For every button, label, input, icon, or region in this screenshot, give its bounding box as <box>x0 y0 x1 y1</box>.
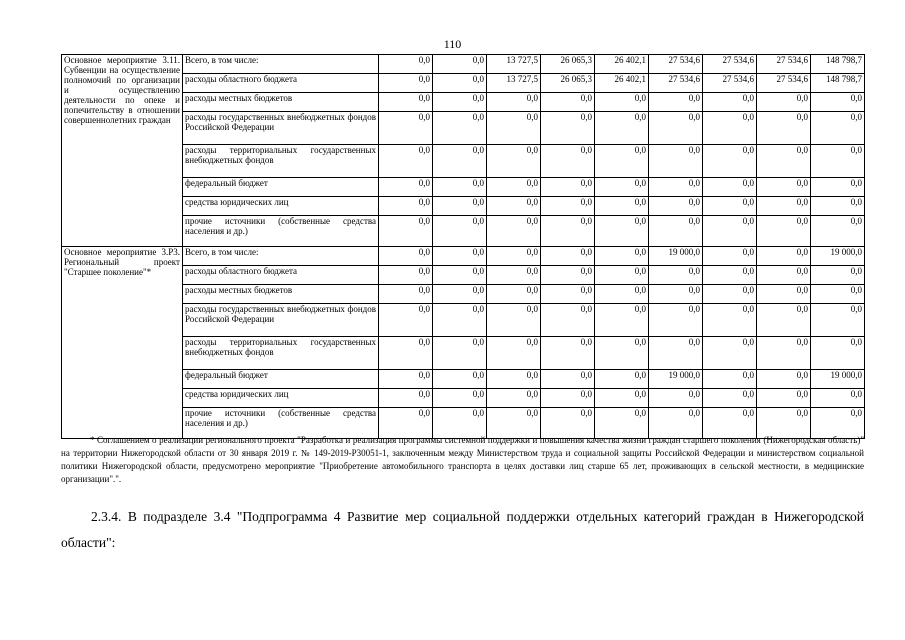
value-cell: 0,0 <box>703 285 757 304</box>
value-cell: 0,0 <box>433 337 487 370</box>
value-cell: 0,0 <box>487 112 541 145</box>
value-cell: 0,0 <box>595 337 649 370</box>
value-cell: 0,0 <box>649 285 703 304</box>
value-cell: 0,0 <box>757 145 811 178</box>
value-cell: 0,0 <box>487 93 541 112</box>
value-cell: 0,0 <box>379 74 433 93</box>
value-cell: 0,0 <box>703 93 757 112</box>
value-cell: 0,0 <box>757 112 811 145</box>
value-cell: 0,0 <box>433 266 487 285</box>
value-cell: 0,0 <box>433 389 487 408</box>
value-cell: 0,0 <box>541 285 595 304</box>
value-cell: 0,0 <box>703 389 757 408</box>
value-cell: 0,0 <box>487 408 541 439</box>
value-cell: 0,0 <box>757 247 811 266</box>
value-cell: 0,0 <box>541 216 595 247</box>
value-cell: 0,0 <box>487 178 541 197</box>
value-cell: 0,0 <box>541 370 595 389</box>
value-cell: 0,0 <box>487 285 541 304</box>
value-cell: 0,0 <box>757 370 811 389</box>
table-row <box>62 266 865 285</box>
value-cell: 0,0 <box>379 247 433 266</box>
value-cell: 0,0 <box>595 408 649 439</box>
value-cell: 0,0 <box>757 93 811 112</box>
financing-table <box>61 54 865 439</box>
value-cell: 0,0 <box>703 145 757 178</box>
funding-source-cell: расходы территориальных государственных внебюджетных фондов <box>183 337 379 370</box>
table-row <box>62 55 865 74</box>
value-cell: 0,0 <box>811 178 865 197</box>
table-row <box>62 337 865 370</box>
value-cell: 0,0 <box>379 216 433 247</box>
value-cell: 13 727,5 <box>487 55 541 74</box>
value-cell: 0,0 <box>703 408 757 439</box>
value-cell: 0,0 <box>595 266 649 285</box>
value-cell: 0,0 <box>757 337 811 370</box>
funding-source-cell: Всего, в том числе: <box>183 55 379 74</box>
value-cell: 0,0 <box>595 178 649 197</box>
value-cell: 0,0 <box>433 74 487 93</box>
value-cell: 0,0 <box>757 389 811 408</box>
value-cell: 0,0 <box>811 145 865 178</box>
value-cell: 0,0 <box>379 55 433 74</box>
value-cell: 0,0 <box>433 197 487 216</box>
value-cell: 19 000,0 <box>649 370 703 389</box>
value-cell: 0,0 <box>811 93 865 112</box>
value-cell: 0,0 <box>487 389 541 408</box>
value-cell: 0,0 <box>433 408 487 439</box>
measure-cell: Основное мероприятие 3.P3. Региональный проект "Старшее поколение"* <box>62 247 183 439</box>
table-row <box>62 145 865 178</box>
funding-source-cell: расходы местных бюджетов <box>183 93 379 112</box>
value-cell: 0,0 <box>811 408 865 439</box>
value-cell: 0,0 <box>487 304 541 337</box>
value-cell: 0,0 <box>595 216 649 247</box>
table-row <box>62 178 865 197</box>
value-cell: 0,0 <box>757 266 811 285</box>
funding-source-cell: расходы территориальных государственных внебюджетных фондов <box>183 145 379 178</box>
section-paragraph: 2.3.4. В подразделе 3.4 "Подпрограмма 4 Развитие мер социальной поддержки отдельных категорий граждан в Нижегородской области": <box>61 509 864 550</box>
table-row <box>62 197 865 216</box>
value-cell: 0,0 <box>541 145 595 178</box>
value-cell: 0,0 <box>433 247 487 266</box>
table-row <box>62 370 865 389</box>
value-cell: 0,0 <box>649 197 703 216</box>
value-cell: 26 402,1 <box>595 55 649 74</box>
value-cell: 0,0 <box>541 389 595 408</box>
table-row <box>62 304 865 337</box>
value-cell: 0,0 <box>757 408 811 439</box>
value-cell: 0,0 <box>379 408 433 439</box>
value-cell: 0,0 <box>649 304 703 337</box>
value-cell: 0,0 <box>649 337 703 370</box>
value-cell: 0,0 <box>595 304 649 337</box>
value-cell: 0,0 <box>811 112 865 145</box>
value-cell: 0,0 <box>379 370 433 389</box>
value-cell: 0,0 <box>595 370 649 389</box>
value-cell: 0,0 <box>703 266 757 285</box>
value-cell: 0,0 <box>649 178 703 197</box>
value-cell: 0,0 <box>379 112 433 145</box>
value-cell: 0,0 <box>541 304 595 337</box>
value-cell: 0,0 <box>541 93 595 112</box>
value-cell: 27 534,6 <box>703 55 757 74</box>
value-cell: 0,0 <box>811 266 865 285</box>
value-cell: 0,0 <box>649 389 703 408</box>
footnote: * Соглашением о реализации регионального проекта "Разработка и реализация программы системной поддержки и повышения качества жизни граждан старшего поколения (Нижегородская область)" на территории Нижегородской области от 30 января 2019 г. № 149-2019-P30051-1, заключенным между Министерством труда и социальной защиты Российской Федерации и министерством социальной политики Нижегородской области, предусмотрено мероприятие "Приобретение автомобильного транспорта в целях доставки лиц старше 65 лет, проживающих в сельской местности, в медицинские организации".". <box>61 435 864 484</box>
table-row <box>62 285 865 304</box>
value-cell: 0,0 <box>379 197 433 216</box>
value-cell: 0,0 <box>703 178 757 197</box>
value-cell: 0,0 <box>487 337 541 370</box>
page-number: 110 <box>443 37 462 51</box>
funding-source-cell: расходы областного бюджета <box>183 266 379 285</box>
funding-source-cell: расходы государственных внебюджетных фондов Российской Федерации <box>183 112 379 145</box>
value-cell: 0,0 <box>703 304 757 337</box>
value-cell: 0,0 <box>649 266 703 285</box>
value-cell: 0,0 <box>487 370 541 389</box>
value-cell: 0,0 <box>379 337 433 370</box>
value-cell: 0,0 <box>379 93 433 112</box>
value-cell: 0,0 <box>649 408 703 439</box>
value-cell: 27 534,6 <box>649 55 703 74</box>
value-cell: 0,0 <box>433 93 487 112</box>
value-cell: 0,0 <box>379 266 433 285</box>
value-cell: 0,0 <box>541 178 595 197</box>
value-cell: 0,0 <box>595 197 649 216</box>
value-cell: 0,0 <box>379 145 433 178</box>
value-cell: 0,0 <box>541 247 595 266</box>
value-cell: 0,0 <box>541 337 595 370</box>
value-cell: 0,0 <box>757 285 811 304</box>
measure-cell: Основное мероприятие 3.11. Субвенции на осуществление полномочий по организации и осуществлению деятельности по опеке и попечительству в отношении совершеннолетних граждан <box>62 55 183 247</box>
value-cell: 0,0 <box>379 285 433 304</box>
funding-source-cell: расходы государственных внебюджетных фондов Российской Федерации <box>183 304 379 337</box>
value-cell: 0,0 <box>433 370 487 389</box>
value-cell: 0,0 <box>379 178 433 197</box>
value-cell: 0,0 <box>433 178 487 197</box>
value-cell: 19 000,0 <box>811 247 865 266</box>
funding-source-cell: средства юридических лиц <box>183 197 379 216</box>
value-cell: 0,0 <box>649 216 703 247</box>
value-cell: 27 534,6 <box>757 55 811 74</box>
value-cell: 0,0 <box>703 370 757 389</box>
value-cell: 0,0 <box>811 389 865 408</box>
value-cell: 0,0 <box>757 304 811 337</box>
value-cell: 0,0 <box>379 389 433 408</box>
table-row <box>62 389 865 408</box>
value-cell: 27 534,6 <box>703 74 757 93</box>
value-cell: 0,0 <box>811 285 865 304</box>
value-cell: 0,0 <box>811 197 865 216</box>
value-cell: 148 798,7 <box>811 74 865 93</box>
value-cell: 0,0 <box>649 112 703 145</box>
funding-source-cell: средства юридических лиц <box>183 389 379 408</box>
value-cell: 0,0 <box>487 266 541 285</box>
value-cell: 0,0 <box>757 216 811 247</box>
value-cell: 0,0 <box>811 216 865 247</box>
value-cell: 0,0 <box>433 285 487 304</box>
value-cell: 0,0 <box>541 197 595 216</box>
value-cell: 19 000,0 <box>649 247 703 266</box>
value-cell: 26 402,1 <box>595 74 649 93</box>
value-cell: 0,0 <box>595 145 649 178</box>
value-cell: 0,0 <box>595 285 649 304</box>
value-cell: 0,0 <box>757 197 811 216</box>
value-cell: 0,0 <box>433 304 487 337</box>
value-cell: 19 000,0 <box>811 370 865 389</box>
value-cell: 0,0 <box>757 178 811 197</box>
funding-source-cell: расходы местных бюджетов <box>183 285 379 304</box>
value-cell: 0,0 <box>595 389 649 408</box>
value-cell: 0,0 <box>595 247 649 266</box>
table-row <box>62 247 865 266</box>
value-cell: 0,0 <box>703 337 757 370</box>
value-cell: 27 534,6 <box>649 74 703 93</box>
value-cell: 148 798,7 <box>811 55 865 74</box>
value-cell: 0,0 <box>541 408 595 439</box>
value-cell: 0,0 <box>433 112 487 145</box>
value-cell: 0,0 <box>811 304 865 337</box>
funding-source-cell: федеральный бюджет <box>183 178 379 197</box>
table-row <box>62 216 865 247</box>
value-cell: 0,0 <box>487 216 541 247</box>
value-cell: 0,0 <box>595 93 649 112</box>
value-cell: 26 065,3 <box>541 74 595 93</box>
value-cell: 0,0 <box>541 266 595 285</box>
value-cell: 0,0 <box>433 216 487 247</box>
funding-source-cell: прочие источники (собственные средства населения и др.) <box>183 408 379 439</box>
value-cell: 0,0 <box>811 337 865 370</box>
value-cell: 27 534,6 <box>757 74 811 93</box>
funding-source-cell: федеральный бюджет <box>183 370 379 389</box>
table-row <box>62 74 865 93</box>
value-cell: 13 727,5 <box>487 74 541 93</box>
value-cell: 0,0 <box>487 197 541 216</box>
value-cell: 0,0 <box>703 247 757 266</box>
funding-source-cell: прочие источники (собственные средства населения и др.) <box>183 216 379 247</box>
value-cell: 0,0 <box>433 145 487 178</box>
value-cell: 0,0 <box>703 197 757 216</box>
funding-source-cell: Всего, в том числе: <box>183 247 379 266</box>
value-cell: 0,0 <box>487 145 541 178</box>
value-cell: 0,0 <box>649 145 703 178</box>
value-cell: 0,0 <box>541 112 595 145</box>
value-cell: 0,0 <box>379 304 433 337</box>
value-cell: 0,0 <box>703 216 757 247</box>
value-cell: 0,0 <box>703 112 757 145</box>
value-cell: 0,0 <box>487 247 541 266</box>
table-row <box>62 93 865 112</box>
value-cell: 0,0 <box>433 55 487 74</box>
funding-source-cell: расходы областного бюджета <box>183 74 379 93</box>
table-row <box>62 112 865 145</box>
value-cell: 0,0 <box>649 93 703 112</box>
value-cell: 0,0 <box>595 112 649 145</box>
value-cell: 26 065,3 <box>541 55 595 74</box>
